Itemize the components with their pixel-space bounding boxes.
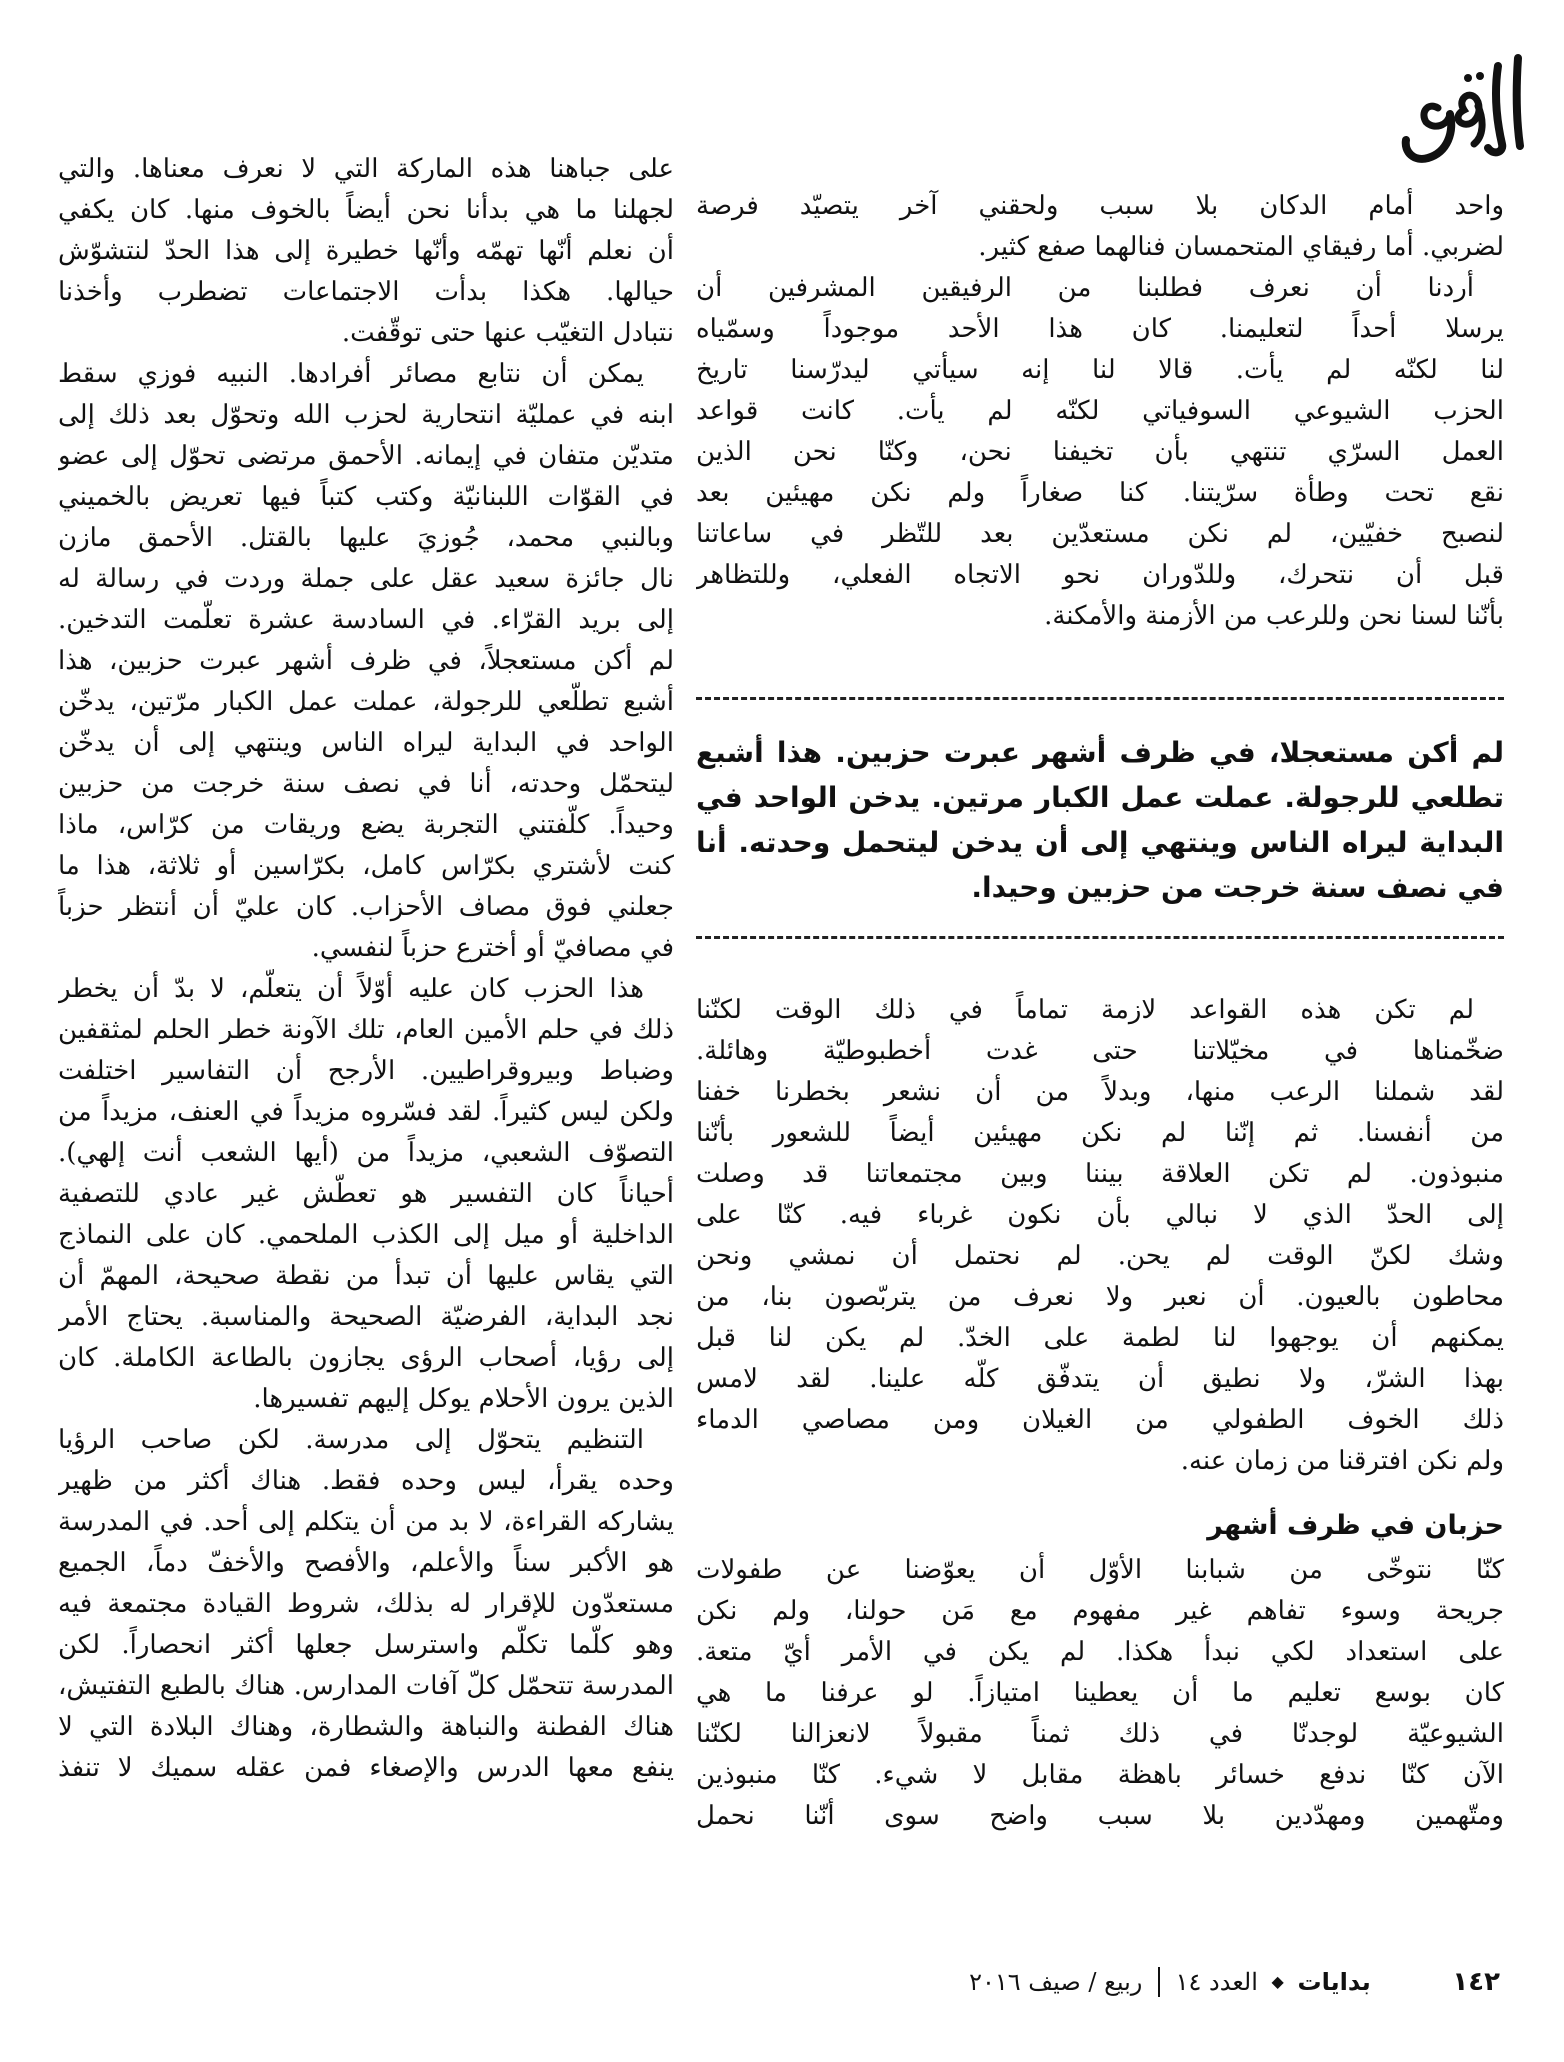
text-line: من أنفسنا. ثم إنّنا لم نكن مهيئين أيضاً للشعور بأنّنا: [696, 1118, 1504, 1148]
text-line: لقد شملنا الرعب منها، وبدلاً من أن نشعر بخطرنا خفنا: [696, 1077, 1504, 1107]
text-line: أحياناً كان التفسير هو تعطّش غير عادي للتصفية: [58, 1179, 674, 1209]
text-line: وهو كلّما تكلّم واسترسل جعلها أكثر انحصاراً. لكن: [58, 1630, 674, 1660]
text-line: أردنا أن نعرف فطلبنا من الرفيقين المشرفين أن: [696, 273, 1474, 303]
text-line: ابنه في عمليّة انتحارية لحزب الله وتحوّل بعد ذلك إلى: [58, 400, 674, 430]
page-footer: [450, 1960, 1500, 2000]
text-line: الآن كنّا ندفع خسائر باهظة مقابل لا شيء. كنّا منبوذين: [696, 1760, 1504, 1790]
left-column: [58, 149, 674, 1789]
text-line: يمكن أن نتابع مصائر أفرادها. النبيه فوزي سقط: [58, 359, 644, 389]
text-line: منبوذون. لم تكن العلاقة بيننا وبين مجتمعاتنا قد وصلت: [696, 1159, 1504, 1189]
text-line: ضخّمناها في مخيّلاتنا حتى غدت أخطبوطيّة وهائلة.: [696, 1036, 1504, 1066]
text-line: ذلك في حلم الأمين العام، تلك الآونة خطر الحلم لمثقفين: [58, 1015, 674, 1045]
text-line: قبل أن نتحرك، وللدّوران نحو الاتجاه الفعلي، وللتظاهر: [696, 560, 1504, 590]
page-number: ١٤٢: [1452, 1966, 1500, 1997]
text-line: ليتحمّل وحدته، أنا في نصف سنة خرجت من حزبين: [58, 769, 674, 799]
pull-quote: [696, 697, 1504, 939]
text-line: على جباهنا هذه الماركة التي لا نعرف معناها. والتي: [58, 154, 674, 184]
text-line: التنظيم يتحوّل إلى مدرسة. لكن صاحب الرؤيا: [58, 1425, 644, 1455]
text-line: في القوّات اللبنانيّة وكتب كتباً فيها تعريض بالخميني: [58, 482, 674, 512]
text-line: جعلني فوق مصاف الأحزاب. كان عليّ أن أنتظر حزباً: [58, 892, 674, 922]
pull-quote-bottom-rule: [696, 936, 1504, 939]
text-line: على استعداد لكي نبدأ هكذا. لم يكن في الأمر أيّ متعة.: [696, 1637, 1504, 1667]
text-line: إلى الحدّ الذي لا نبالي بأن نكون غرباء فيه. كنّا على: [696, 1200, 1504, 1230]
text-line: بهذا الشرّ، ولا نطيق أن يتدفّق كلّه علينا. لقد لامس: [696, 1364, 1504, 1394]
text-line: نقع تحت وطأة سرّيتنا. كنا صغاراً ولم نكن مهيئين بعد: [696, 478, 1504, 508]
text-line: حيالها. هكذا بدأت الاجتماعات تضطرب وأخذنا: [58, 277, 674, 307]
text-line: نال جائزة سعيد عقل على جملة وردت في رسالة له: [58, 564, 674, 594]
text-line: ولم نكن افترقنا من زمان عنه.: [1180, 1446, 1504, 1476]
text-line: كنّا نتوخّى من شبابنا الأوّل أن يعوّضنا عن طفولات: [696, 1555, 1504, 1585]
right-column-bottom: [696, 990, 1504, 1837]
text-line: متديّن متفان في إيمانه. الأحمق مرتضى تحوّل إلى عضو: [58, 441, 674, 471]
text-line: ينفع معها الدرس والإصغاء فمن عقله سميك لا تنفذ: [58, 1753, 674, 1783]
text-line: محاطون بالعيون. أن نعبر ولا نعرف من يتربّصون بنا، من: [696, 1282, 1504, 1312]
text-line: لم تكن هذه القواعد لازمة تماماً في ذلك الوقت لكنّنا: [696, 995, 1474, 1025]
text-line: ولكن ليس كثيراً. لقد فسّروه مزيداً في العنف، مزيداً من: [58, 1097, 674, 1127]
text-line: وشك لكنّ الوقت لم يحن. لم نحتمل أن نمشي ونحن: [696, 1241, 1504, 1271]
text-line: الشيوعيّة لوجدنّا في ذلك ثمناً مقبولاً لانعزالنا لكنّنا: [696, 1719, 1504, 1749]
text-line: يرسلا أحداً لتعليمنا. كان هذا الأحد موجوداً وسمّياه: [696, 314, 1504, 344]
text-line: في مصافيّ أو أخترع حزباً لنفسي.: [311, 933, 674, 963]
text-line: لجهلنا ما هي بدأنا نحن أيضاً بالخوف منها. كان يكفي: [58, 195, 674, 225]
pull-quote-body: [696, 700, 1504, 936]
text-line: نجد البداية، الفرضيّة الصحيحة والمناسبة. يحتاج الأمر: [58, 1302, 674, 1332]
text-line: وبالنبي محمد، جُوزيَ عليها بالقتل. الأحمق مازن: [58, 523, 674, 553]
text-line: يمكنهم أن يوجهوا لنا لطمة على الخدّ. لم يكن لنا قبل: [696, 1323, 1504, 1353]
text-line: وضباط وبيروقراطيين. الأرجح أن التفاسير اختلفت: [58, 1056, 674, 1086]
text-line: واحد أمام الدكان بلا سبب ولحقني آخر يتصيّد فرصة: [696, 191, 1504, 221]
magazine-name: بدايات: [1297, 1967, 1371, 1996]
text-line: نتبادل التغيّب عنها حتى توقّفت.: [341, 318, 674, 348]
issue-number: العدد ١٤: [1175, 1967, 1258, 1996]
text-line: هناك الفطنة والنباهة والشطارة، وهناك البلادة التي لا: [58, 1712, 674, 1742]
text-line: لم أكن مستعجلاً، في ظرف أشهر عبرت حزبين، هذا: [58, 646, 674, 676]
text-line: الواحد في البداية ليراه الناس وينتهي إلى أن يدخّن: [58, 728, 674, 758]
right-column-top: [696, 186, 1504, 637]
text-line: التصوّف الشعبي، مزيداً من (أيها الشعب أنت إلهي).: [58, 1138, 674, 1168]
text-line: ومتّهمين ومهدّدين بلا سبب واضح سوى أنّنا نحمل: [696, 1801, 1504, 1831]
text-line: كان بوسع تعليم ما أن يعطينا امتيازاً. لو عرفنا ما هي: [696, 1678, 1504, 1708]
text-line: التي يقاس عليها أن تبدأ من نقطة صحيحة، المهمّ أن: [58, 1261, 674, 1291]
diamond-icon: ◆: [1271, 1971, 1284, 1991]
issue-season: ربيع / صيف ٢٠١٦: [969, 1967, 1143, 1996]
section-subheading: حزبان في ظرف أشهر: [1207, 1510, 1504, 1541]
text-line: إلى بريد القرّاء. في السادسة عشرة تعلّمت التدخين.: [58, 605, 674, 635]
pull-quote-line: لم أكن مستعجلا، في ظرف أشهر عبرت حزبين. هذا أشبع: [696, 736, 1504, 769]
logo-calligraphy: [1398, 48, 1548, 168]
pull-quote-line: البداية ليراه الناس وينتهي إلى أن يدخن ليتحمل وحدته. أنا: [696, 826, 1504, 859]
pull-quote-line: تطلعي للرجولة. عملت عمل الكبار مرتين. يدخن الواحد في: [696, 781, 1504, 814]
text-line: وحده يقرأ، ليس وحده فقط. هناك أكثر من ظهير: [58, 1466, 674, 1496]
pull-quote-line: في نصف سنة خرجت من حزبين وحيدا.: [971, 871, 1504, 904]
text-line: الذين يرون الأحلام يوكل إليهم تفسيرها.: [253, 1384, 674, 1414]
footer-divider: [1158, 1967, 1160, 1997]
text-line: لضربي. أما رفيقاي المتحمسان فنالهما صفع كثير.: [978, 232, 1504, 262]
text-line: مستعدّون للإقرار له بذلك، شروط القيادة مجتمعة فيه: [58, 1589, 674, 1619]
text-line: أشبع تطلّعي للرجولة، عملت عمل الكبار مرّتين، يدخّن: [58, 687, 674, 717]
text-line: الداخلية أو ميل إلى الكذب الملحمي. كان على النماذج: [58, 1220, 674, 1250]
text-line: لنا لكنّه لم يأت. قالا لنا إنه سيأتي ليدرّسنا تاريخ: [696, 355, 1504, 385]
text-line: هو الأكبر سناً والأعلم، والأفصح والأخفّ دماً، الجميع: [58, 1548, 674, 1578]
text-line: كنت لأشتري بكرّاس كامل، بكرّاسين أو ثلاثة، هذا ما: [58, 851, 674, 881]
text-line: أن نعلم أنّها تهمّه وأنّها خطيرة إلى هذا الحدّ لنتشوّش: [58, 236, 674, 266]
text-line: هذا الحزب كان عليه أوّلاً أن يتعلّم، لا بدّ أن يخطر: [58, 974, 644, 1004]
text-line: إلى رؤيا، أصحاب الرؤى يجازون بالطاعة الكاملة. كان: [58, 1343, 674, 1373]
text-line: الحزب الشيوعي السوفياتي لكنّه لم يأت. كانت قواعد: [696, 396, 1504, 426]
text-line: يشاركه القراءة، لا بد من أن يتكلم إلى أحد. في المدرسة: [58, 1507, 674, 1537]
text-line: لنصبح خفيّين، لم نكن مستعدّين بعد للتّظر في ساعاتنا: [696, 519, 1504, 549]
calligraphic-logo-icon: [1398, 48, 1548, 168]
text-line: جريحة وسوء تفاهم غير مفهوم مع مَن حولنا، ولم نكن: [696, 1596, 1504, 1626]
text-line: وحيداً. كلّفتني التجربة يضع وريقات من كرّاس، ماذا: [58, 810, 674, 840]
text-line: بأنّنا لسنا نحن وللرعب من الأزمنة والأمكنة.: [1044, 601, 1504, 631]
text-line: العمل السرّي تنتهي بأن تخيفنا نحن، وكنّا نحن الذين: [696, 437, 1504, 467]
text-line: ذلك الخوف الطفولي من الغيلان ومن مصاصي الدماء: [696, 1405, 1504, 1435]
text-line: المدرسة تتحمّل كلّ آفات المدارس. هناك بالطبع التفتيش،: [58, 1671, 674, 1701]
